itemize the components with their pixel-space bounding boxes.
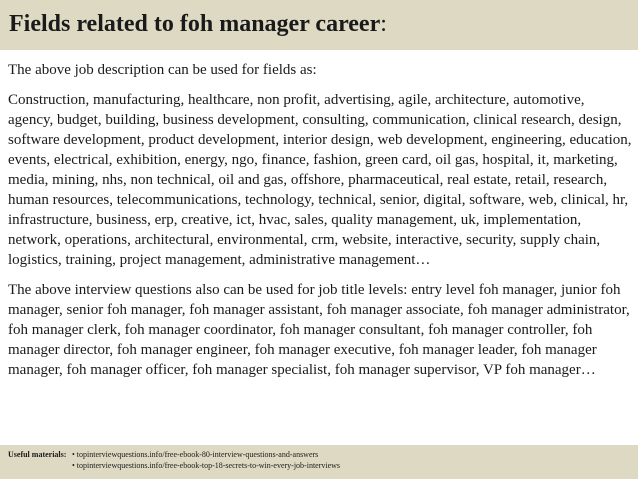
title-bar xyxy=(0,0,638,50)
fields-paragraph: Construction, manufacturing, healthcare, non profit, advertising, agile, architecture, automotive, agency, budget, building, business development, consulting, communication, clinical research, design, software development, product development, interior design, web development, engineering, education, events, electrical, exhibition, energy, ngo, finance, fashion, green card, oil gas, hospital, it, marketing, media, mining, nhs, non technical, oil and gas, offshore, pharmaceutical, real estate, retail, research, human resources, telecommunications, technology, technical, senior, digital, software, web, clinical, hr, infrastructure, business, erp, creative, ict, hvac, sales, quality management, uk, implementation, network, operations, architectural, environmental, crm, website, interactive, security, supply chain, logistics, training, project management, administrative management… xyxy=(8,92,632,268)
footer-bar xyxy=(0,445,638,479)
job-levels-paragraph: The above interview questions also can be used for job title levels: entry level foh manager, junior foh manager, senior foh manager, foh manager assistant, foh manager associate, foh manager administrator, foh manager clerk, foh manager coordinator, foh manager consultant, foh manager controller, foh manager director, foh manager engineer, foh manager executive, foh manager leader, foh manager manager, foh manager officer, foh manager specialist, foh manager supervisor, VP foh manager… xyxy=(8,282,630,378)
main-content xyxy=(8,60,632,390)
footer-link-1[interactable]: • topinterviewquestions.info/free-ebook-80-interview-questions-and-answers xyxy=(72,450,319,459)
footer-link-2[interactable]: • topinterviewquestions.info/free-ebook-top-18-secrets-to-win-every-job-interviews xyxy=(72,461,341,470)
page-title xyxy=(9,10,387,38)
intro-text: The above job description can be used for fields as: xyxy=(8,62,317,78)
footer-content xyxy=(8,449,340,471)
title-colon: : xyxy=(380,11,387,37)
page-title-text: Fields related to foh manager career xyxy=(9,11,381,37)
footer-label: Useful materials: xyxy=(8,450,67,459)
footer-links xyxy=(72,449,340,471)
